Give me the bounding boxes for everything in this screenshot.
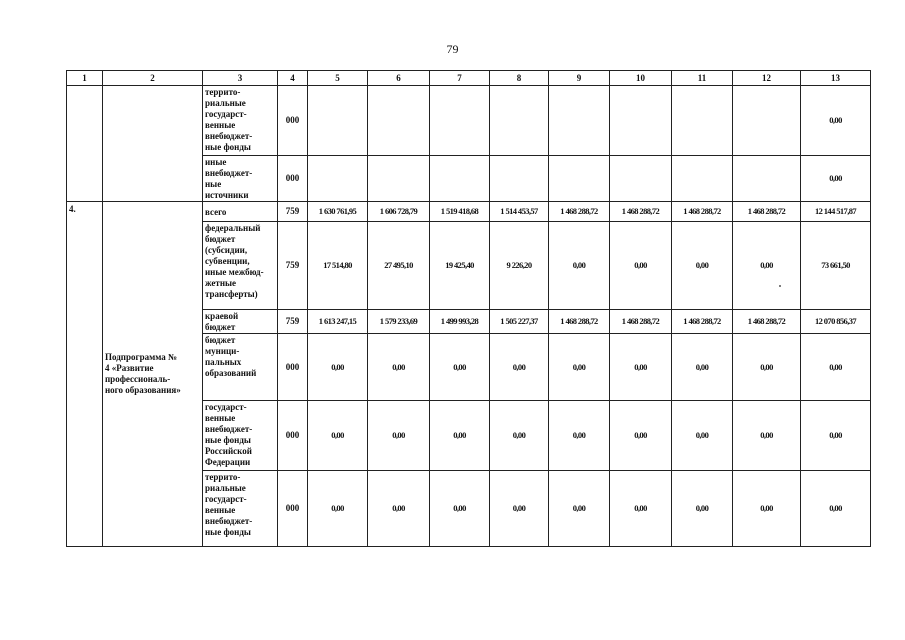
value-cell: 1 468 288,72 xyxy=(610,202,672,222)
section-number: 4. xyxy=(67,202,103,547)
value-cell xyxy=(430,156,490,202)
value-cell xyxy=(549,86,610,156)
empty-cell xyxy=(103,86,203,202)
value-cell: 1 468 288,72 xyxy=(672,202,733,222)
header-cell: 9 xyxy=(549,71,610,86)
funding-source: всего xyxy=(203,202,278,222)
value-cell: 0,00 xyxy=(368,334,430,401)
value-cell: 1 468 288,72 xyxy=(733,202,801,222)
value-cell xyxy=(368,156,430,202)
header-cell: 6 xyxy=(368,71,430,86)
code-cell: 759 xyxy=(278,222,308,310)
value-cell xyxy=(610,156,672,202)
header-cell: 11 xyxy=(672,71,733,86)
code-cell: 000 xyxy=(278,86,308,156)
value-cell: 1 468 288,72 xyxy=(610,310,672,334)
funding-source: иные внебюджет- ные источники xyxy=(203,156,278,202)
value-cell: 0,00 xyxy=(308,471,368,547)
total-cell: 12 070 856,37 xyxy=(801,310,871,334)
value-cell: 1 468 288,72 xyxy=(549,310,610,334)
header-cell: 10 xyxy=(610,71,672,86)
value-cell: 0,00 xyxy=(430,401,490,471)
value-cell xyxy=(308,86,368,156)
value-cell: 0,00 xyxy=(490,471,549,547)
value-cell: 0,00 xyxy=(672,334,733,401)
value-cell xyxy=(733,156,801,202)
total-cell: 0,00 xyxy=(801,156,871,202)
value-cell: 0,00 xyxy=(733,471,801,547)
empty-cell xyxy=(67,86,103,202)
value-cell: 1 505 227,37 xyxy=(490,310,549,334)
value-cell: 0,00 xyxy=(549,401,610,471)
value-cell: 0,00 xyxy=(733,401,801,471)
value-cell: 19 425,40 xyxy=(430,222,490,310)
value-cell: 0,00 xyxy=(430,471,490,547)
value-cell: 0,00 xyxy=(672,222,733,310)
total-cell: 0,00 xyxy=(801,401,871,471)
header-cell: 8 xyxy=(490,71,549,86)
value-cell: 0,00 xyxy=(672,471,733,547)
table-row xyxy=(67,202,871,222)
value-cell: 0,00 xyxy=(368,471,430,547)
funding-source: террито- риальные государст- венные внебюджет- ные фонды xyxy=(203,86,278,156)
value-cell: 0,00 xyxy=(549,471,610,547)
value-cell: 0,00 xyxy=(610,471,672,547)
value-cell: 1 499 993,28 xyxy=(430,310,490,334)
value-cell xyxy=(549,156,610,202)
value-cell xyxy=(490,156,549,202)
header-cell: 5 xyxy=(308,71,368,86)
header-cell: 2 xyxy=(103,71,203,86)
value-cell xyxy=(672,156,733,202)
value-cell: 0,00 xyxy=(610,222,672,310)
value-cell: 0,00 xyxy=(672,401,733,471)
page-number: 79 xyxy=(446,42,459,56)
value-cell xyxy=(490,86,549,156)
total-cell: 73 661,50 xyxy=(801,222,871,310)
value-cell: 0,00 xyxy=(430,334,490,401)
value-cell: 0,00 xyxy=(490,401,549,471)
value-cell: 0,00 xyxy=(549,334,610,401)
code-cell: 000 xyxy=(278,334,308,401)
header-cell: 1 xyxy=(67,71,103,86)
value-cell: 1 613 247,15 xyxy=(308,310,368,334)
header-cell: 12 xyxy=(733,71,801,86)
code-cell: 000 xyxy=(278,471,308,547)
value-cell xyxy=(610,86,672,156)
value-cell xyxy=(308,156,368,202)
value-cell: 0,00 xyxy=(308,334,368,401)
value-cell: 17 514,80 xyxy=(308,222,368,310)
funding-source: бюджет муници- пальных образований xyxy=(203,334,278,401)
value-cell: 1 579 233,69 xyxy=(368,310,430,334)
value-cell xyxy=(733,86,801,156)
code-cell: 759 xyxy=(278,310,308,334)
code-cell: 000 xyxy=(278,156,308,202)
funding-source: краевой бюджет xyxy=(203,310,278,334)
code-cell: 000 xyxy=(278,401,308,471)
value-cell: 0,00 xyxy=(368,401,430,471)
header-cell: 4 xyxy=(278,71,308,86)
value-cell: 9 226,20 xyxy=(490,222,549,310)
value-cell xyxy=(430,86,490,156)
funding-source: государст- венные внебюджет- ные фонды Российской Федерации xyxy=(203,401,278,471)
value-cell: 1 514 453,57 xyxy=(490,202,549,222)
value-cell xyxy=(672,86,733,156)
value-cell: 1 468 288,72 xyxy=(733,310,801,334)
value-cell: 0,00 xyxy=(549,222,610,310)
value-cell: 1 468 288,72 xyxy=(672,310,733,334)
funding-source: федеральный бюджет (субсидии, субвенции, иные межбюд- жетные трансферты) xyxy=(203,222,278,310)
funding-source: террито- риальные государст- венные внебюджет- ные фонды xyxy=(203,471,278,547)
header-cell: 13 xyxy=(801,71,871,86)
total-cell: 0,00 xyxy=(801,471,871,547)
value-cell: 1 630 761,95 xyxy=(308,202,368,222)
budget-table xyxy=(66,70,871,547)
total-cell: 12 144 517,87 xyxy=(801,202,871,222)
value-cell: 0,00 xyxy=(733,222,801,310)
value-cell: 0,00 xyxy=(733,334,801,401)
total-cell: 0,00 xyxy=(801,334,871,401)
header-cell: 7 xyxy=(430,71,490,86)
value-cell: 1 519 418,68 xyxy=(430,202,490,222)
value-cell: 1 468 288,72 xyxy=(549,202,610,222)
code-cell: 759 xyxy=(278,202,308,222)
table-row xyxy=(67,86,871,156)
header-cell: 3 xyxy=(203,71,278,86)
stray-dot xyxy=(779,285,781,287)
total-cell: 0,00 xyxy=(801,86,871,156)
subprogram-title: Подпрограмма № 4 «Развитие профессиональ- ного образования» xyxy=(103,202,203,547)
value-cell: 1 606 728,79 xyxy=(368,202,430,222)
header-row xyxy=(67,71,871,86)
value-cell: 0,00 xyxy=(490,334,549,401)
value-cell: 27 495,10 xyxy=(368,222,430,310)
value-cell: 0,00 xyxy=(308,401,368,471)
value-cell: 0,00 xyxy=(610,334,672,401)
value-cell xyxy=(368,86,430,156)
value-cell: 0,00 xyxy=(610,401,672,471)
